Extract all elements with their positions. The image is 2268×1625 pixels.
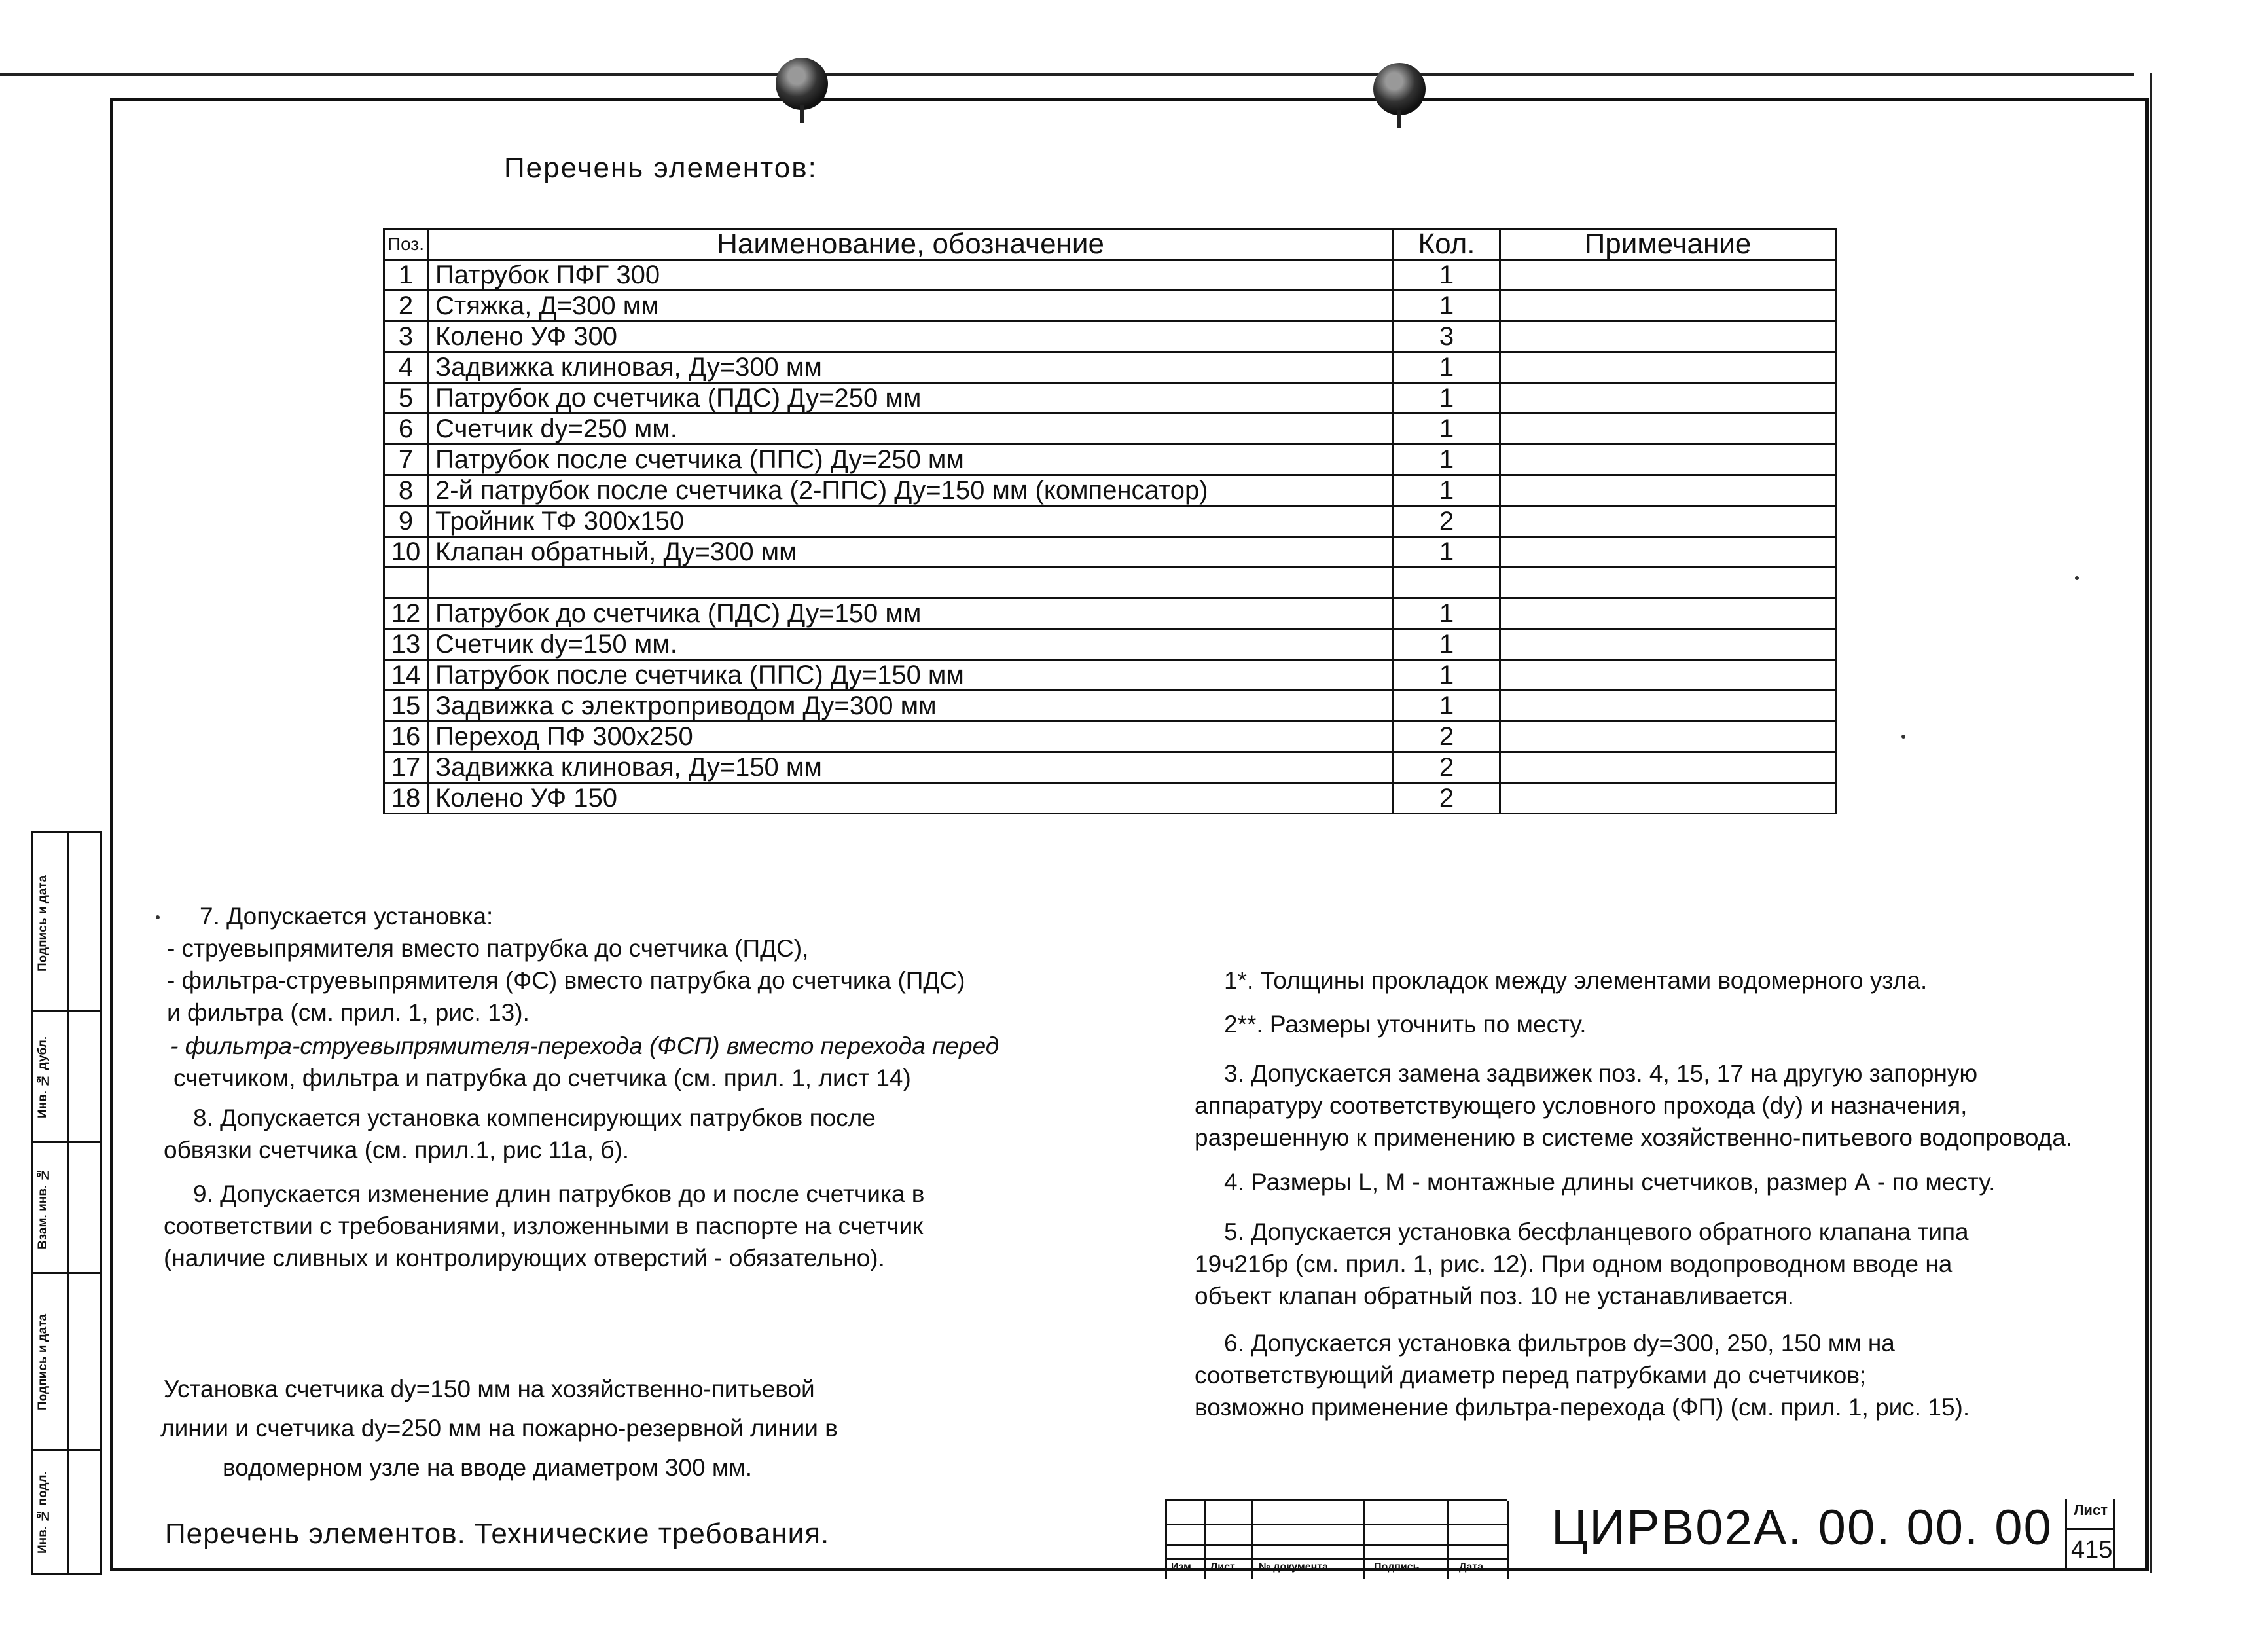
side-label-sign-date-2: Подпись и дата [36,1313,50,1411]
side-stamp-divider [67,833,69,1573]
cell-pos: 18 [384,783,428,814]
cell-name: Задвижка с электроприводом Ду=300 мм [428,691,1394,721]
cell-note [1500,783,1836,814]
header-note: Примечание [1500,229,1836,260]
cell-name: Патрубок до счетчика (ПДС) Ду=150 мм [428,598,1394,629]
note-9: 9. Допускается изменение длин патрубков до и после счетчика в [193,1180,925,1207]
cell-pos: 3 [384,321,428,352]
cell-note [1500,598,1836,629]
cell-qty: 2 [1394,721,1500,752]
table-row [384,752,1836,783]
note-7-item-b: - фильтра-струевыпрямителя (ФС) вместо патрубка до счетчика (ПДС) [167,967,965,994]
page-title: Перечень элементов: [504,152,818,184]
cell-qty: 1 [1394,691,1500,721]
note-7-item-c: - фильтра-струевыпрямителя-перехода (ФСП) вместо перехода перед [170,1032,999,1059]
sheet-number: 415 [2071,1536,2113,1563]
cell-pos: 10 [384,537,428,568]
cell-pos: 5 [384,383,428,414]
side-label-inv-dubl: Инв. № дубл. [36,1036,50,1119]
side-stamp-row-line [33,1272,100,1274]
cell-name: Счетчик dy=150 мм. [428,629,1394,660]
cell-pos: 9 [384,506,428,537]
cell-pos: 17 [384,752,428,783]
note-r5-cont-2: объект клапан обратный поз. 10 не устанавливается. [1195,1283,1794,1309]
stamp-row-line [1167,1524,1507,1525]
installation-caption-3: водомерном узле на вводе диаметром 300 мм. [223,1454,752,1481]
cell-pos: 4 [384,352,428,383]
installation-caption-1: Установка счетчика dy=150 мм на хозяйственно-питьевой [164,1376,815,1402]
cell-qty: 2 [1394,506,1500,537]
installation-caption-2: линии и счетчика dy=250 мм на пожарно-резервной линии в [160,1415,838,1442]
note-7-title: 7. Допускается установка: [200,903,494,930]
table-row [384,506,1836,537]
stamp-col-line [1447,1501,1449,1579]
cell-name: Счетчик dy=250 мм. [428,414,1394,445]
side-label-sign-date-1: Подпись и дата [36,875,50,972]
note-9-cont-1: соответствии с требованиями, изложенными в паспорте на счетчик [164,1213,924,1239]
top-border-line [0,73,2134,76]
note-r5: 5. Допускается установка бесфланцевого обратного клапана типа [1224,1218,1969,1245]
cell-note [1500,352,1836,383]
note-r3: 3. Допускается замена задвижек поз. 4, 15, 17 на другую запорную [1224,1060,1978,1087]
table-row [384,691,1836,721]
sheet-number-box [2065,1499,2115,1571]
sheet-divider [2067,1528,2113,1530]
cell-pos [384,568,428,598]
note-r6-cont-1: соответствующий диаметр перед патрубками до счетчиков; [1195,1362,1867,1389]
note-7-item-a: - струевыпрямителя вместо патрубка до счетчика (ПДС), [167,935,809,962]
cell-pos: 6 [384,414,428,445]
note-8-cont: обвязки счетчика (см. прил.1, рис 11а, б). [164,1137,630,1163]
cell-name: Клапан обратный, Ду=300 мм [428,537,1394,568]
binder-pin-stem [1397,110,1401,128]
note-7-item-b-cont: и фильтра (см. прил. 1, рис. 13). [167,999,530,1026]
cell-name: Колено УФ 150 [428,783,1394,814]
scan-speck [2075,576,2079,580]
table-row [384,352,1836,383]
cell-name: Патрубок после счетчика (ППС) Ду=150 мм [428,660,1394,691]
sheet-title: Перечень элементов. Технические требования. [165,1518,830,1550]
cell-note [1500,629,1836,660]
stamp-label-list: Лист [1210,1561,1235,1573]
header-name: Наименование, обозначение [428,229,1394,260]
table-row [384,721,1836,752]
stamp-col-line [1204,1501,1206,1579]
note-r5-cont-1: 19ч21бр (см. прил. 1, рис. 12). При одном водопроводном вводе на [1195,1251,1953,1277]
cell-qty: 1 [1394,352,1500,383]
cell-qty: 1 [1394,475,1500,506]
cell-note [1500,537,1836,568]
table-row [384,568,1836,598]
cell-note [1500,383,1836,414]
cell-qty: 3 [1394,321,1500,352]
table-row [384,629,1836,660]
binder-pin-icon [1373,63,1426,115]
table-row [384,598,1836,629]
table-body [384,260,1836,814]
table-row [384,414,1836,445]
cell-name: 2-й патрубок после счетчика (2-ППС) Ду=150 мм (компенсатор) [428,475,1394,506]
binder-pin-icon [776,58,828,110]
cell-qty [1394,568,1500,598]
note-9-cont-2: (наличие сливных и контролирующих отверстий - обязательно). [164,1245,885,1271]
cell-pos: 14 [384,660,428,691]
side-label-inv-podl: Инв. № подл. [36,1471,50,1554]
note-7-item-c-cont: счетчиком, фильтра и патрубка до счетчика (см. прил. 1, лист 14) [173,1065,911,1091]
cell-name: Патрубок после счетчика (ППС) Ду=250 мм [428,445,1394,475]
table-header-row [384,229,1836,260]
cell-name: Задвижка клиновая, Ду=300 мм [428,352,1394,383]
cell-note [1500,752,1836,783]
document-code: ЦИРВ02А. 00. 00. 00 [1551,1500,2053,1556]
cell-pos: 13 [384,629,428,660]
side-stamp-row-line [33,1449,100,1451]
stamp-col-line [1251,1501,1253,1579]
cell-pos: 12 [384,598,428,629]
table-row [384,321,1836,352]
note-r3-cont-1: аппаратуру соответствующего условного прохода (dy) и назначения, [1195,1092,1968,1119]
binder-pin-stem [800,105,804,123]
note-r3-cont-2: разрешенную к применению в системе хозяйственно-питьевого водопровода. [1195,1124,2073,1151]
cell-note [1500,291,1836,321]
stamp-row-line [1167,1544,1507,1546]
stamp-col-line [1363,1501,1365,1579]
stamp-row-line [1167,1558,1507,1560]
cell-note [1500,568,1836,598]
cell-qty: 1 [1394,660,1500,691]
header-qty: Кол. [1394,229,1500,260]
table-row [384,537,1836,568]
header-pos: Поз. [384,229,428,260]
side-label-vzam-inv: Взам. инв. № [36,1167,50,1249]
cell-pos: 8 [384,475,428,506]
cell-note [1500,414,1836,445]
table-row [384,383,1836,414]
cell-note [1500,321,1836,352]
stamp-label-izm: Изм [1171,1561,1191,1573]
cell-name: Колено УФ 300 [428,321,1394,352]
cell-qty: 1 [1394,537,1500,568]
stamp-label-doc: № документа [1259,1561,1329,1573]
cell-pos: 7 [384,445,428,475]
cell-qty: 2 [1394,783,1500,814]
cell-qty: 1 [1394,291,1500,321]
cell-name: Стяжка, Д=300 мм [428,291,1394,321]
table-row [384,260,1836,291]
cell-qty: 2 [1394,752,1500,783]
table-row [384,445,1836,475]
note-r4: 4. Размеры L, M - монтажные длины счетчиков, размер А - по месту. [1224,1169,1996,1196]
table-row [384,660,1836,691]
cell-qty: 1 [1394,629,1500,660]
note-r6: 6. Допускается установка фильтров dy=300, 250, 150 мм на [1224,1330,1895,1357]
sheet-label: Лист [2074,1502,2108,1518]
cell-name: Патрубок ПФГ 300 [428,260,1394,291]
cell-pos: 2 [384,291,428,321]
stamp-label-date: Дата [1459,1561,1484,1573]
title-block-stamp [1165,1499,1507,1579]
side-stamp-row-line [33,1010,100,1012]
cell-note [1500,660,1836,691]
scan-speck [156,915,160,919]
cell-note [1500,445,1836,475]
cell-qty: 1 [1394,383,1500,414]
cell-name: Тройник ТФ 300х150 [428,506,1394,537]
cell-name [428,568,1394,598]
table-row [384,291,1836,321]
stamp-label-sign: Подпись [1374,1561,1420,1573]
table-row [384,783,1836,814]
side-stamp [31,831,102,1575]
stamp-col-line [1507,1501,1509,1579]
scan-speck [1901,735,1905,739]
cell-name: Патрубок до счетчика (ПДС) Ду=250 мм [428,383,1394,414]
drawing-frame-shadow [2140,73,2152,1573]
note-r2: 2**. Размеры уточнить по месту. [1224,1011,1587,1038]
cell-pos: 1 [384,260,428,291]
table-row [384,475,1836,506]
note-8: 8. Допускается установка компенсирующих патрубков после [193,1105,876,1131]
note-r1: 1*. Толщины прокладок между элементами водомерного узла. [1224,967,1928,994]
cell-name: Задвижка клиновая, Ду=150 мм [428,752,1394,783]
cell-note [1500,260,1836,291]
cell-qty: 1 [1394,414,1500,445]
cell-note [1500,475,1836,506]
cell-qty: 1 [1394,445,1500,475]
note-r6-cont-2: возможно применение фильтра-перехода (ФП) (см. прил. 1, рис. 15). [1195,1394,1970,1421]
cell-note [1500,691,1836,721]
cell-note [1500,721,1836,752]
side-stamp-row-line [33,1141,100,1143]
cell-qty: 1 [1394,260,1500,291]
elements-table [383,228,1837,814]
cell-name: Переход ПФ 300х250 [428,721,1394,752]
cell-pos: 15 [384,691,428,721]
cell-pos: 16 [384,721,428,752]
cell-qty: 1 [1394,598,1500,629]
cell-note [1500,506,1836,537]
